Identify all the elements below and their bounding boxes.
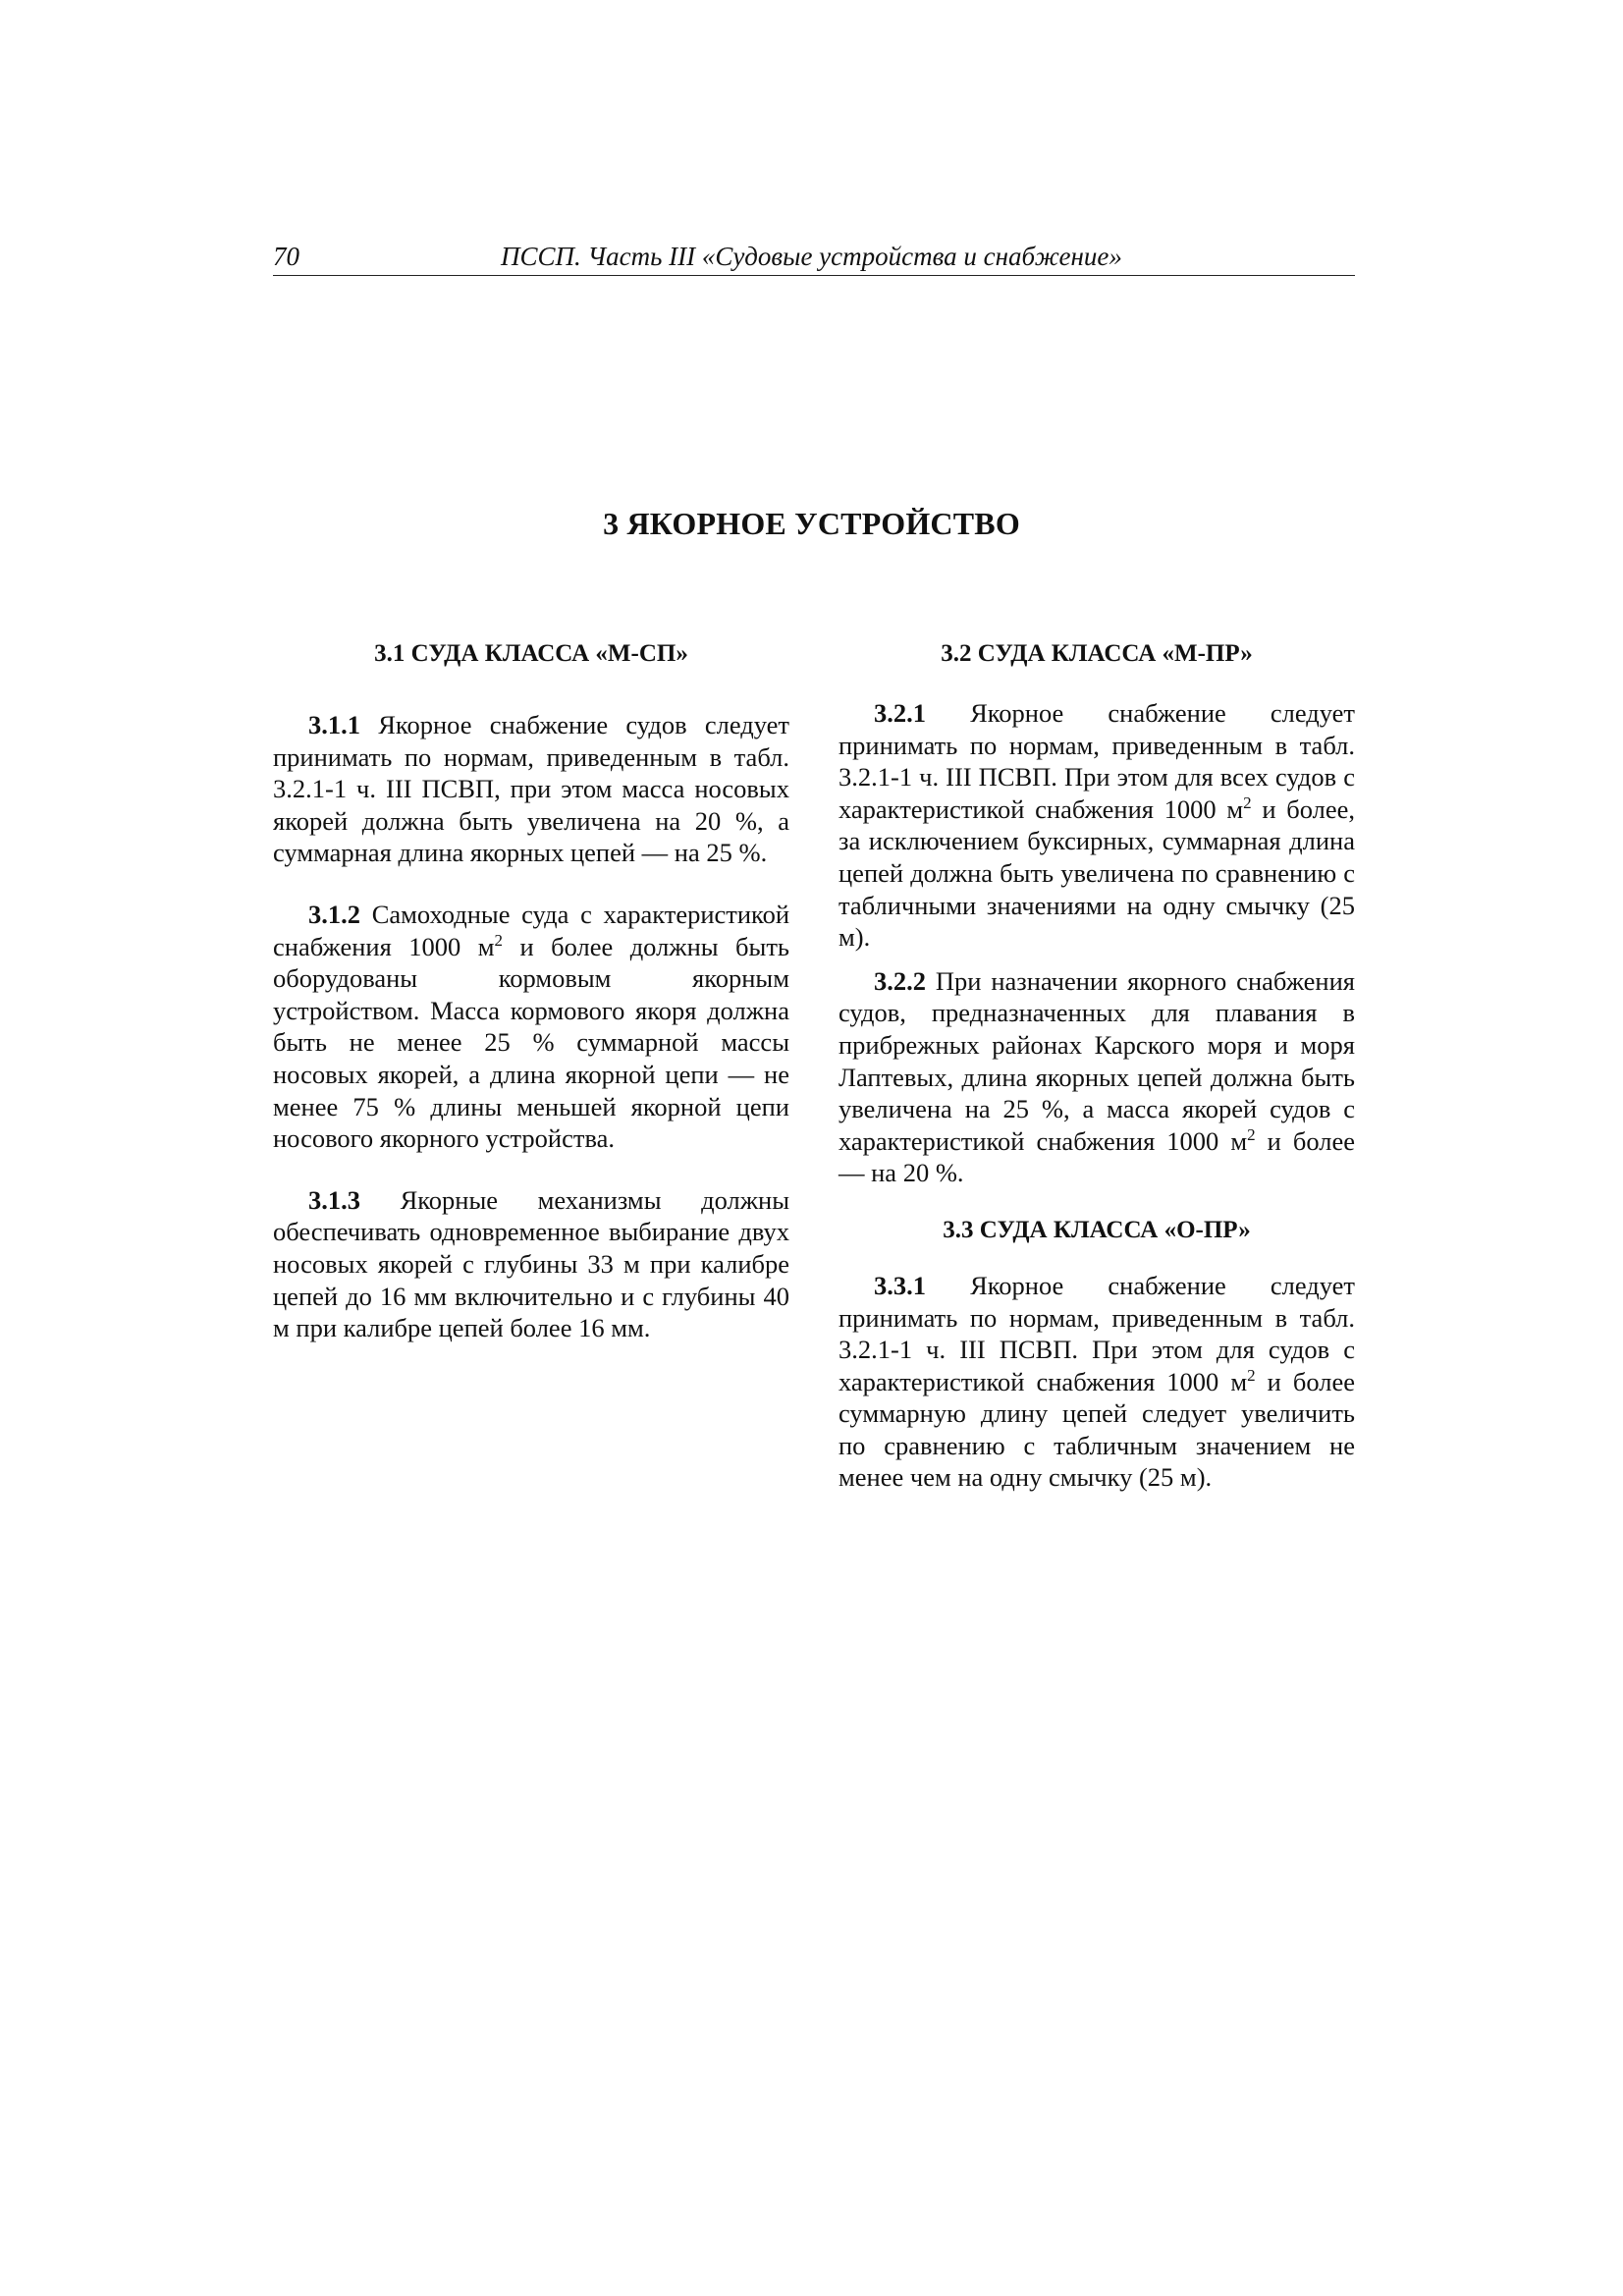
- paragraph-text: и более суммарную длину цепей следует увеличить по сравнению с табличным значением не менее чем на одну смычку (25 м).: [839, 1366, 1355, 1493]
- paragraph-text: и более — на 20 %.: [839, 1125, 1355, 1188]
- paragraph-text: Якорное снабжение следует принимать по нормам, приведенным в табл. 3.2.1-1 ч. III ПСВП. При этом для судов с характеристикой снабжения 1000 м: [839, 1270, 1355, 1396]
- superscript: 2: [494, 930, 503, 950]
- right-column: [839, 638, 1355, 1494]
- superscript: 2: [1247, 1365, 1256, 1385]
- clause-number: 3.1.1: [308, 710, 360, 739]
- paragraph-text: Якорное снабжение судов следует принимать по нормам, приведенным в табл. 3.2.1-1 ч. III ПСВП, при этом масса носовых якорей должна быть увеличена на 20 %, а суммарная длина якорных цепей — на 25 %.: [273, 710, 789, 868]
- page-number: 70: [273, 242, 299, 271]
- paragraph-text: и более, за исключением буксирных, суммарная длина цепей должна быть увеличена по сравнению с табличными значениями на одну смычку (25 м).: [839, 793, 1355, 953]
- running-title: ПССП. Часть III «Судовые устройства и снабжение»: [501, 242, 1122, 271]
- paragraph-text: При назначении якорного снабжения судов, предназначенных для плавания в прибрежных районах Карского моря и моря Лаптевых, длина якорных цепей должна быть увеличена на 25 %, а масса якорей судов с характеристикой снабжения 1000 м: [839, 965, 1355, 1156]
- clause-number: 3.2.2: [874, 965, 926, 996]
- section-heading-3-2: 3.2 СУДА КЛАССА «М-ПР»: [941, 640, 1253, 667]
- clause-number: 3.3.1: [874, 1270, 926, 1300]
- paragraph-3-3-1: [839, 1270, 1355, 1494]
- paragraph-3-2-1: [839, 697, 1355, 954]
- clause-number: 3.1.2: [308, 899, 360, 929]
- chapter-title: 3 ЯКОРНОЕ УСТРОЙСТВО: [603, 506, 1020, 541]
- superscript: 2: [1247, 1124, 1256, 1144]
- section-heading-3-3: 3.3 СУДА КЛАССА «О-ПР»: [943, 1216, 1251, 1243]
- left-column: [273, 638, 789, 1344]
- superscript: 2: [1243, 793, 1252, 812]
- clause-number: 3.2.1: [874, 698, 926, 728]
- running-header: [273, 240, 1355, 276]
- paragraph-text: Самоходные суда с характеристикой снабжения 1000 м: [273, 899, 789, 961]
- paragraph-text: и более должны быть оборудованы кормовым якорным устройством. Масса кормового якоря должна быть не менее 25 % суммарной массы носовых якорей, а длина якорной цепи — не менее 75 % длины меньшей якорной цепи носового якорного устройства.: [273, 931, 790, 1154]
- paragraph-3-1-3: [273, 1184, 789, 1344]
- paragraph-text: Якорные механизмы должны обеспечивать одновременное выбирание двух носовых якорей с глубины 33 м при калибре цепей до 16 мм включительно и с глубины 40 м при калибре цепей более 16 мм.: [273, 1184, 789, 1343]
- paragraph-3-1-1: [273, 709, 789, 869]
- clause-number: 3.1.3: [308, 1184, 360, 1215]
- paragraph-3-1-2: [273, 899, 789, 1155]
- paragraph-3-2-2: [839, 965, 1355, 1189]
- section-heading-3-1: 3.1 СУДА КЛАССА «М-СП»: [374, 640, 688, 667]
- paragraph-text: Якорное снабжение следует принимать по нормам, приведенным в табл. 3.2.1-1 ч. III ПСВП. При этом для всех судов с характеристикой снабжения 1000 м: [839, 698, 1355, 824]
